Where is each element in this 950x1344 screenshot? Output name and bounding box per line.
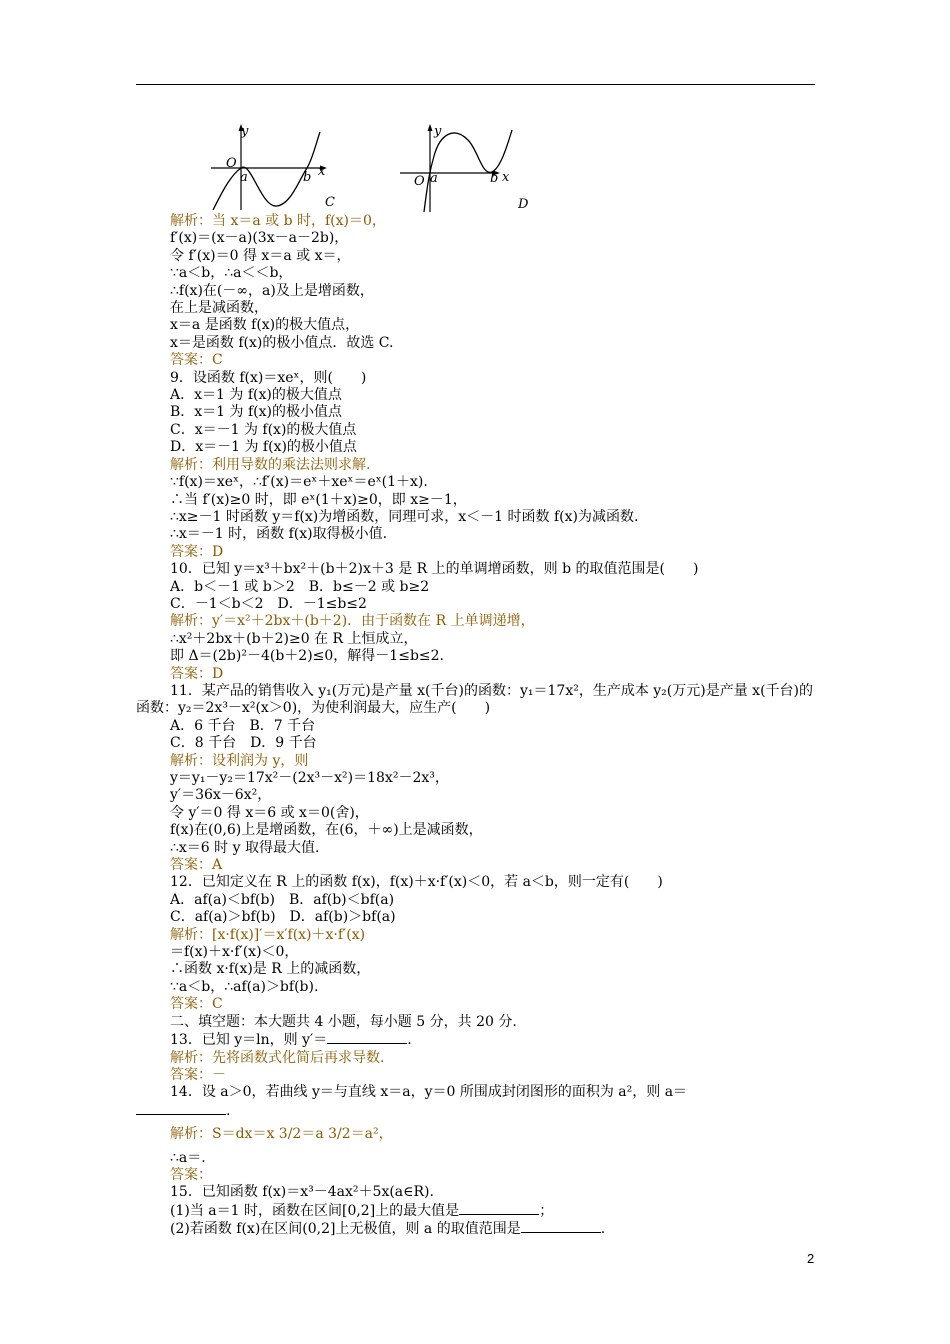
question-15-part-1-text: (1)当 a＝1 时，函数在区间[0,2]上的最大值是	[170, 1202, 460, 1219]
question-15-part-2: (2)若函数 f(x)在区间(0,2]上无极值，则 a 的取值范围是 .	[170, 1221, 606, 1238]
question-9: 9．设函数 f(x)＝xeˣ，则( )	[170, 369, 367, 386]
solution-11-line-5: f(x)在(0,6)上是增函数，在(6，＋∞)上是减函数，	[170, 822, 483, 839]
graph-d-caption: D	[518, 197, 529, 212]
answer-9: 答案：D	[170, 543, 224, 560]
solution-9-line-2: ∵f(x)＝xeˣ，∴f′(x)＝eˣ＋xeˣ＝eˣ(1＋x).	[170, 474, 428, 491]
graph-c-figure	[205, 120, 335, 212]
question-15-part-2-text: (2)若函数 f(x)在区间(0,2]上无极值，则 a 的取值范围是	[170, 1221, 521, 1238]
solution-9-line-5: ∴x＝－1 时，函数 f(x)取得极小值.	[170, 526, 388, 543]
solution-8-line-5: ∴f(x)在(－∞，a)及上是增函数，	[170, 282, 374, 299]
question-12: 12．已知定义在 R 上的函数 f(x)，f(x)＋x·f′(x)＜0，若 a＜b，则一定有( )	[170, 874, 663, 891]
solution-11-line-4: 令 y′＝0 得 x＝6 或 x＝0(舍)，	[170, 804, 369, 821]
solution-14-line-1: 解析：S＝dx＝x 3/2＝a 3/2＝a²，	[170, 1126, 393, 1143]
solution-10-line-2: ∴x²＋2bx＋(b＋2)≥0 在 R 上恒成立，	[170, 630, 418, 647]
graph-d-x-label: x	[502, 170, 510, 185]
question-9-option-a: A．x＝1 为 f(x)的极大值点	[170, 387, 342, 404]
solution-11-line-6: ∴x＝6 时 y 取得最大值.	[170, 839, 320, 856]
solution-9-line-3: ∴当 f′(x)≥0 时，即 eˣ(1＋x)≥0，即 x≥－1，	[170, 491, 467, 508]
solution-8-line-1: 解析：当 x＝a 或 b 时，f(x)＝0，	[170, 213, 386, 229]
question-13-text: 13．已知 y＝ln，则 y′＝	[170, 1032, 328, 1049]
question-9-option-b: B．x＝1 为 f(x)的极小值点	[170, 404, 342, 421]
graph-c-x-label: x	[318, 164, 326, 179]
question-15: 15．已知函数 f(x)＝x³－4ax²＋5x(a∈R).	[170, 1184, 434, 1201]
document-body	[136, 213, 820, 1239]
solution-12-line-3: ∴函数 x·f(x)是 R 上的减函数，	[170, 961, 371, 978]
answer-11: 答案：A	[170, 857, 223, 874]
answer-10: 答案：D	[170, 665, 224, 682]
question-10: 10．已知 y＝x³＋bx²＋(b＋2)x＋3 是 R 上的单调增函数，则 b 的取值范围是( )	[170, 561, 699, 578]
question-9-option-d: D．x＝－1 为 f(x)的极小值点	[170, 439, 357, 456]
section-heading-fill-in: 二、填空题：本大题共 4 小题，每小题 5 分，共 20 分.	[170, 1013, 517, 1030]
solution-8-line-7: x＝a 是函数 f(x)的极大值点，	[170, 317, 360, 334]
solution-10-line-1: 解析：y′＝x²＋2bx＋(b＋2)．由于函数在 R 上单调递增，	[170, 613, 535, 630]
answer-14: 答案：	[170, 1166, 212, 1183]
question-15-part-2-blank	[521, 1220, 601, 1233]
solution-8-line-8: x＝是函数 f(x)的极小值点．故选 C.	[170, 334, 394, 351]
solution-8-line-6: 在上是减函数，	[170, 300, 268, 317]
solution-11-line-1: 解析：设利润为 y，则	[170, 752, 309, 769]
graph-c-origin-label: O	[226, 156, 237, 171]
graph-c-caption: C	[325, 195, 335, 210]
page-number: 2	[807, 1251, 815, 1266]
question-14-text: 14．设 a＞0，若曲线 y＝与直线 x＝a，y＝0 所围成封闭图形的面积为 a²，则 a＝	[170, 1084, 688, 1101]
solution-11-line-2: y＝y₁－y₂＝17x²－(2x³－x²)＝18x²－2x³，	[170, 770, 449, 786]
graph-c-y-label: y	[241, 124, 249, 139]
question-13-blank	[327, 1031, 407, 1044]
graph-c-b-label: b	[303, 170, 312, 185]
graph-d-figure	[398, 120, 528, 215]
solution-11-line-3: y′＝36x－6x²，	[170, 787, 272, 804]
question-12-options-ab: A．af(a)＜bf(b) B．af(b)＜bf(a)	[170, 891, 395, 908]
solution-13: 解析：先将函数式化简后再求导数.	[170, 1049, 385, 1066]
solution-9-line-4: ∴x≥－1 时函数 y＝f(x)为增函数，同理可求，x＜－1 时函数 f(x)为减函数.	[170, 508, 639, 525]
header-rule	[136, 84, 815, 85]
solution-8-line-3: 令 f′(x)＝0 得 x＝a 或 x＝，	[170, 247, 351, 264]
solution-9-line-1: 解析：利用导数的乘法法则求解.	[170, 456, 371, 473]
question-13: 13．已知 y＝ln，则 y′＝ .	[170, 1032, 412, 1049]
answer-13: 答案：－	[170, 1066, 226, 1083]
question-14: 14．设 a＞0，若曲线 y＝与直线 x＝a，y＝0 所围成封闭图形的面积为 a²，则 a＝ .	[136, 1084, 816, 1120]
answer-8: 答案：C	[170, 352, 223, 369]
question-9-option-c: C．x＝－1 为 f(x)的极大值点	[170, 421, 357, 438]
question-10-options-ab: A．b＜－1 或 b＞2 B．b≤－2 或 b≥2	[170, 578, 430, 595]
solution-14-line-2: ∴a＝.	[170, 1149, 206, 1166]
solution-12-line-1: 解析：[x·f(x)]′＝x′f(x)＋x·f′(x)	[170, 926, 366, 943]
question-10-options-cd: C．－1＜b＜2 D．－1≤b≤2	[170, 595, 367, 612]
solution-12-line-4: ∵a＜b，∴af(a)＞bf(b).	[170, 978, 319, 995]
question-11: 11．某产品的销售收入 y₁(万元)是产量 x(千台)的函数：y₁＝17x²，生产成本 y₂(万元)是产量 x(千台)的函数：y₂＝2x³－x²(x＞0)，为使利润最大，应生产( )	[136, 682, 813, 717]
question-14-blank	[136, 1102, 226, 1115]
question-15-part-1-blank	[459, 1202, 539, 1215]
answer-12: 答案：C	[170, 996, 223, 1013]
graph-d-a-label: a	[430, 171, 438, 186]
graph-c-a-label: a	[240, 170, 248, 185]
solution-12-line-2: ＝f(x)＋x·f′(x)＜0，	[170, 944, 299, 961]
solution-10-line-3: 即 Δ＝(2b)²－4(b＋2)≤0，解得－1≤b≤2.	[170, 648, 444, 665]
question-15-part-1: (1)当 a＝1 时，函数在区间[0,2]上的最大值是 ；	[170, 1202, 554, 1219]
solution-8-line-4: ∵a＜b，∴a＜＜b，	[170, 265, 293, 282]
graph-d-y-label: y	[434, 124, 442, 139]
question-11-options-ab: A．6 千台 B．7 千台	[170, 717, 316, 734]
solution-8-line-2: f′(x)＝(x－a)(3x－a－2b)，	[170, 230, 349, 247]
question-11-options-cd: C．8 千台 D．9 千台	[170, 735, 317, 752]
question-12-options-cd: C．af(a)＞bf(b) D．af(b)＞bf(a)	[170, 909, 396, 926]
graph-d-origin-label: O	[414, 174, 425, 189]
graph-d-b-label: b	[490, 171, 499, 186]
